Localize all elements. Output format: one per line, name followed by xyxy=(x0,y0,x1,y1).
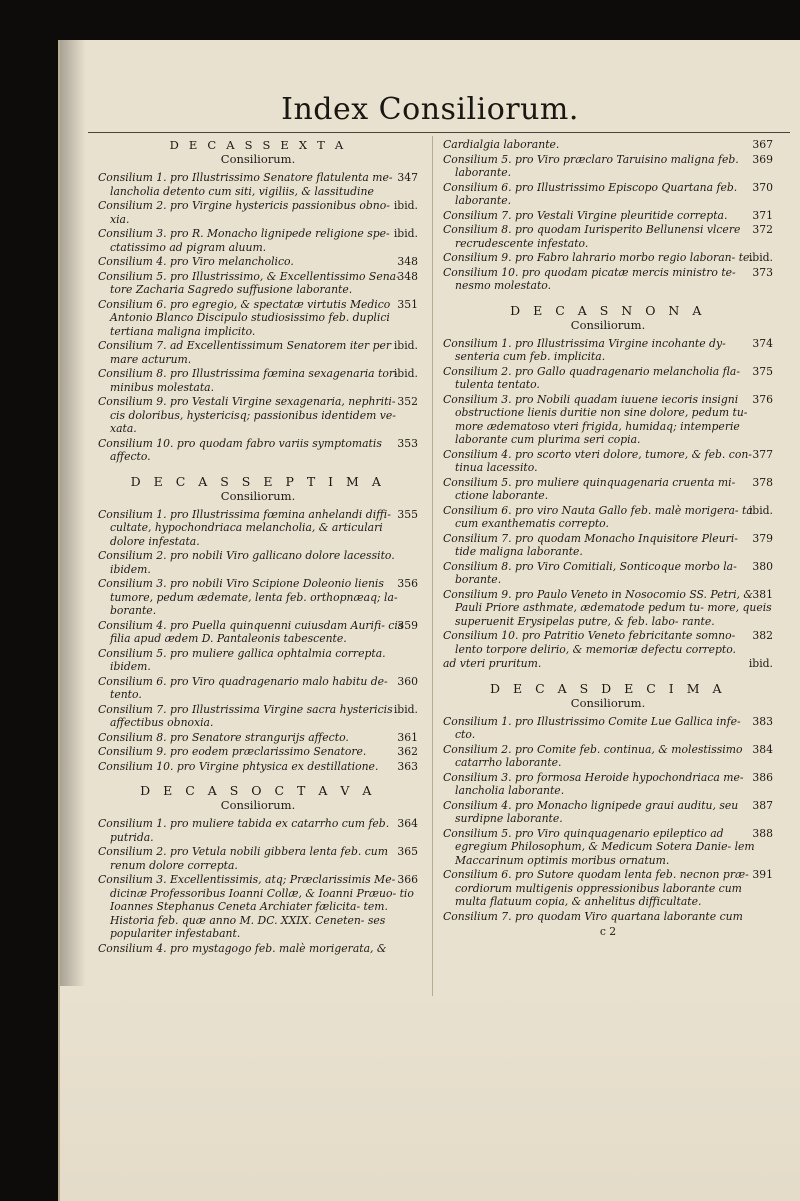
section-heading: D E C A S D E C I M A xyxy=(489,680,726,696)
entry-page-number: 365 xyxy=(397,845,418,858)
section-heading: D E C A S N O N A xyxy=(510,302,706,318)
index-entry xyxy=(98,731,418,745)
book-page xyxy=(58,40,800,1201)
entry-text: Consilium 1. pro muliere tabida ex catarrho cum feb. putrida. xyxy=(98,817,390,844)
entry-text: Consilium 2. pro Vetula nobili gibbera lenta feb. cum renum dolore correpta. xyxy=(98,845,388,872)
entry-page-number: ibid. xyxy=(393,339,418,352)
index-entry xyxy=(443,337,773,364)
entry-page-number: 353 xyxy=(397,436,418,450)
entry-text: Consilium 1. pro Illustrissima Virgine incohante dy- senteria cum feb. implicita. xyxy=(443,336,726,363)
entry-page-number: ibid. xyxy=(393,367,418,380)
entry-text: Cardialgia laborante. xyxy=(443,138,560,151)
page-title: Index Consiliorum. xyxy=(281,92,579,127)
entry-text: Consilium 6. pro viro Nauta Gallo feb. malè morigera- ta cum exanthematis correpto. xyxy=(443,503,753,530)
entry-text: Consilium 3. pro Nobili quadam iuuene iecoris insigni obstructione lienis duritie non sine dolore, pedum tu- more ædematoso vteri frigida, humidaq; intemperie laborante cum plurima seri copia. xyxy=(443,392,748,446)
index-entry xyxy=(443,588,773,629)
entry-page-number: 383 xyxy=(752,714,773,728)
entry-page-number: 384 xyxy=(752,742,773,756)
entry-text: Consilium 4. pro mystagogo feb. malè morigerata, & xyxy=(98,941,387,955)
index-entry xyxy=(98,549,418,576)
entry-page-number: 369 xyxy=(752,152,773,166)
entry-text: Consilium 9. pro eodem præclarissimo Senatore. xyxy=(98,745,367,758)
index-entry xyxy=(443,532,773,559)
entry-text: Consilium 6. pro Viro quadragenario malo habitu de- tento. xyxy=(98,674,388,701)
entry-page-number: 386 xyxy=(752,770,773,784)
entry-page-number: 348 xyxy=(397,255,418,268)
entry-page-number: 378 xyxy=(752,475,773,489)
entry-text: Consilium 4. pro Monacho lignipede graui auditu, seu surdipne laborante. xyxy=(443,798,739,825)
entry-page-number: 361 xyxy=(397,730,418,744)
entry-text: Consilium 5. pro Viro præclaro Taruisino maligna feb. laborante. xyxy=(443,152,739,179)
section-heading: D E C A S O C T A V A xyxy=(140,783,376,798)
section-subheading: Consiliorum. xyxy=(220,798,296,812)
entry-page-number: 347 xyxy=(397,171,418,184)
entry-text: Consilium 8. pro Illustrissima fœmina sexagenaria tor- minibus molestata. xyxy=(98,367,398,394)
entry-page-number: 356 xyxy=(397,577,418,590)
entry-page-number: 379 xyxy=(752,531,773,545)
index-entry xyxy=(443,743,773,770)
entry-list xyxy=(98,171,418,464)
entry-list xyxy=(98,508,418,774)
blank-margin xyxy=(60,986,800,1201)
entry-page-number: 367 xyxy=(752,138,773,151)
index-entry xyxy=(443,365,773,392)
section-heading: D E C A S S E X T A xyxy=(169,138,347,152)
entry-page-number: 381 xyxy=(752,587,773,601)
entry-text: Consilium 3. pro formosa Heroide hypochondriaca me- lancholia laborante. xyxy=(443,770,744,797)
index-entry xyxy=(443,251,773,265)
title-rule xyxy=(88,132,790,133)
index-entry xyxy=(443,910,773,924)
entry-page-number: ibid. xyxy=(748,657,773,670)
index-entry xyxy=(443,266,773,293)
entry-text: Consilium 1. pro Illustrissimo Comite Lue Gallica infe- cto. xyxy=(443,714,741,741)
index-entry xyxy=(98,745,418,759)
index-entry xyxy=(98,199,418,226)
entry-page-number: 364 xyxy=(397,817,418,830)
entry-page-number: ibid. xyxy=(748,503,773,517)
index-entry xyxy=(443,629,773,656)
entry-text: Consilium 2. pro Comite feb. continua, & molestissimo catarrho laborante. xyxy=(443,742,743,769)
entry-page-number: 374 xyxy=(752,336,773,350)
entry-page-number: ibid. xyxy=(748,251,773,264)
entry-page-number: 380 xyxy=(752,559,773,573)
entry-page-number: ibid. xyxy=(393,199,418,212)
entry-text: Consilium 10. pro quodam fabro variis symptomatis affecto. xyxy=(98,436,382,463)
entry-page-number: 382 xyxy=(752,629,773,642)
index-entry xyxy=(98,647,418,674)
entry-text: Consilium 1. pro Illustrissima fœmina anhelandi diffi- cultate, hypochondriaca melancholia, & articulari dolore infestata. xyxy=(98,507,391,548)
index-entry xyxy=(443,868,773,909)
entry-page-number: 388 xyxy=(752,826,773,840)
entry-page-number: ibid. xyxy=(393,227,418,240)
index-entry xyxy=(443,209,773,223)
entry-text: Consilium 7. pro Illustrissima Virgine sacra hystericis affectibus obnoxia. xyxy=(98,702,393,729)
index-entry xyxy=(443,715,773,742)
entry-text: Consilium 2. pro Gallo quadragenario melancholia fla- tulenta tentato. xyxy=(443,364,740,391)
index-entry xyxy=(98,577,418,618)
entry-text: Consilium 8. pro Viro Comitiali, Sonticoque morbo la- borante. xyxy=(443,559,737,586)
index-entry xyxy=(443,560,773,587)
index-entry xyxy=(98,675,418,702)
entry-text: Consilium 5. pro Illustrissimo, & Excellentissimo Sena- tore Zacharia Sagredo suffusione laborante. xyxy=(98,269,400,296)
index-entry xyxy=(98,339,418,366)
entry-text: Consilium 4. pro Viro melancholico. xyxy=(98,255,294,268)
entry-page-number: 373 xyxy=(752,265,773,279)
entry-page-number: 351 xyxy=(397,297,418,311)
catchword: c 2 xyxy=(599,925,617,938)
entry-text: Consilium 3. pro R. Monacho lignipede religione spe- ctatissimo ad pigram aluum. xyxy=(98,227,390,254)
entry-text: Consilium 5. pro muliere quinquagenaria cruenta mi- ctione laborante. xyxy=(443,475,736,502)
entry-text: Consilium 9. pro Fabro lahrario morbo regio laboran- te. xyxy=(443,251,753,264)
entry-text: Consilium 5. pro muliere gallica ophtalmia correpta. ibidem. xyxy=(98,646,386,673)
right-column xyxy=(443,138,773,939)
entry-text: Consilium 8. pro Senatore strangurijs affecto. xyxy=(98,730,349,744)
entry-page-number: 376 xyxy=(752,392,773,406)
section-subheading: Consiliorum. xyxy=(220,488,296,503)
index-entry xyxy=(98,395,418,436)
index-entry xyxy=(443,476,773,503)
section-subheading: Consiliorum. xyxy=(570,695,646,710)
index-entry xyxy=(98,270,418,297)
entry-text: Consilium 7. pro Vestali Virgine pleuritide correpta. xyxy=(443,208,728,222)
entry-list xyxy=(443,337,773,671)
entry-text: Consilium 10. pro Virgine phtysica ex destillatione. xyxy=(98,759,379,773)
entry-list xyxy=(98,817,418,955)
index-entry xyxy=(98,227,418,254)
entry-text: Consilium 10. pro quodam picatæ mercis ministro te- nesmo molestato. xyxy=(443,265,736,292)
index-entry xyxy=(443,223,773,250)
left-column xyxy=(98,138,418,956)
entry-page-number: 352 xyxy=(397,395,418,408)
index-entry xyxy=(98,760,418,774)
index-entry xyxy=(98,367,418,394)
section-subheading: Consiliorum. xyxy=(570,317,646,332)
entry-page-number: 366 xyxy=(397,873,418,886)
index-entry xyxy=(443,657,773,671)
index-entry xyxy=(98,817,418,844)
entry-text: Consilium 6. pro Illustrissimo Episcopo Quartana feb. laborante. xyxy=(443,180,738,207)
entry-page-number: 387 xyxy=(752,798,773,812)
index-entry xyxy=(443,138,773,152)
index-entry xyxy=(443,153,773,180)
index-entry xyxy=(443,504,773,531)
index-entry xyxy=(98,873,418,941)
entry-text: Consilium 5. pro Viro quinquagenario epileptico ad egregium Philosophum, & Medicum Sotera Danie- lem Maccarinum optimis moribus ornatum. xyxy=(443,826,755,867)
entry-list xyxy=(443,138,773,293)
entry-text: Consilium 1. pro Illustrissimo Senatore flatulenta me- lancholia detento cum siti, vigiliis, & lassitudine xyxy=(98,171,393,198)
index-entry xyxy=(98,619,418,646)
index-entry xyxy=(443,181,773,208)
entry-page-number: 372 xyxy=(752,223,773,236)
entry-page-number: 360 xyxy=(397,674,418,688)
section-heading: D E C A S S E P T I M A xyxy=(130,473,386,489)
column-divider xyxy=(432,136,433,996)
entry-text: Consilium 2. pro Virgine hystericis passionibus obno- xia. xyxy=(98,199,390,226)
index-entry xyxy=(443,393,773,447)
entry-page-number: 348 xyxy=(397,269,418,283)
entry-text: Consilium 4. pro Puella quinquenni cuiusdam Aurifi- cis filia apud ædem D. Pantaleonis tabescente. xyxy=(98,618,404,645)
entry-text: Consilium 6. pro egregio, & spectatæ virtutis Medico Antonio Blanco Discipulo studiosissimo feb. duplici tertiana maligna implicito. xyxy=(98,297,391,338)
entry-page-number: 363 xyxy=(397,759,418,773)
index-entry xyxy=(443,799,773,826)
entry-page-number: 370 xyxy=(752,180,773,194)
entry-text: Consilium 7. pro quodam Monacho Inquisitore Pleuri- tide maligna laborante. xyxy=(443,531,738,558)
entry-text: Consilium 2. pro nobili Viro gallicano dolore lacessito. ibidem. xyxy=(98,549,395,576)
index-entry xyxy=(98,437,418,464)
entry-page-number: ibid. xyxy=(393,702,418,716)
entry-page-number: 362 xyxy=(397,745,418,758)
index-entry xyxy=(98,171,418,198)
index-entry xyxy=(443,827,773,868)
entry-page-number: 371 xyxy=(752,208,773,222)
entry-text: Consilium 8. pro quodam Iurisperito Bellunensi vlcere recrudescente infestato. xyxy=(443,223,741,250)
entry-text: Consilium 6. pro Sutore quodam lenta feb. necnon præ- cordiorum multigenis oppressionibus laborante cum multa flatuum copia, & anhelitus difficultate. xyxy=(443,868,749,908)
entry-page-number: 377 xyxy=(752,447,773,461)
index-entry xyxy=(98,255,418,269)
index-entry xyxy=(98,298,418,339)
entry-page-number: 375 xyxy=(752,364,773,378)
entry-text: Consilium 9. pro Vestali Virgine sexagenaria, nephriti- cis doloribus, hystericisq; passionibus identidem vе- xata. xyxy=(98,395,396,435)
entry-text: Consilium 3. pro nobili Viro Scipione Doleonio lienis tumore, pedum ædemate, lenta feb. orthopnæaq; la- borante. xyxy=(98,577,398,617)
entry-text: Consilium 3. Excellentissimis, atq; Præclarissimis Me- dicinæ Professoribus Ioanni Collæ, & Ioanni Præuo- tio Ioannes Stephanus Ceneta Archiater fælicita- tem. Historia feb. quæ anno M. DC. XXIX. Ceneten- ses populariter infestabant. xyxy=(98,873,414,940)
index-entry xyxy=(98,942,418,956)
index-entry xyxy=(443,771,773,798)
entry-page-number: 355 xyxy=(397,507,418,521)
index-entry xyxy=(98,508,418,549)
entry-text: ad vteri pruritum. xyxy=(443,657,542,670)
entry-text: Consilium 9. pro Paulo Veneto in Nosocomio SS. Petri, & Pauli Priore asthmate, ædematode pedum tu- more, queis superuenit Erysipelas putre, & feb. labo- rante. xyxy=(443,587,772,628)
entry-text: Consilium 7. ad Excellentissimum Senatorem iter per mare acturum. xyxy=(98,339,392,366)
entry-text: Consilium 4. pro scorto vteri dolore, tumore, & feb. con- tinua lacessito. xyxy=(443,447,752,474)
entry-text: Consilium 7. pro quodam Viro quartana laborante cum xyxy=(443,909,743,923)
index-entry xyxy=(443,448,773,475)
section-subheading: Consiliorum. xyxy=(220,152,296,166)
entry-text: Consilium 10. pro Patritio Veneto febricitante somno- lento torpore delirio, & memoriæ defectu correpto. xyxy=(443,629,736,656)
entry-list xyxy=(443,715,773,924)
entry-page-number: 391 xyxy=(752,868,773,881)
entry-page-number: 359 xyxy=(397,618,418,632)
index-entry xyxy=(98,845,418,872)
index-entry xyxy=(98,703,418,730)
